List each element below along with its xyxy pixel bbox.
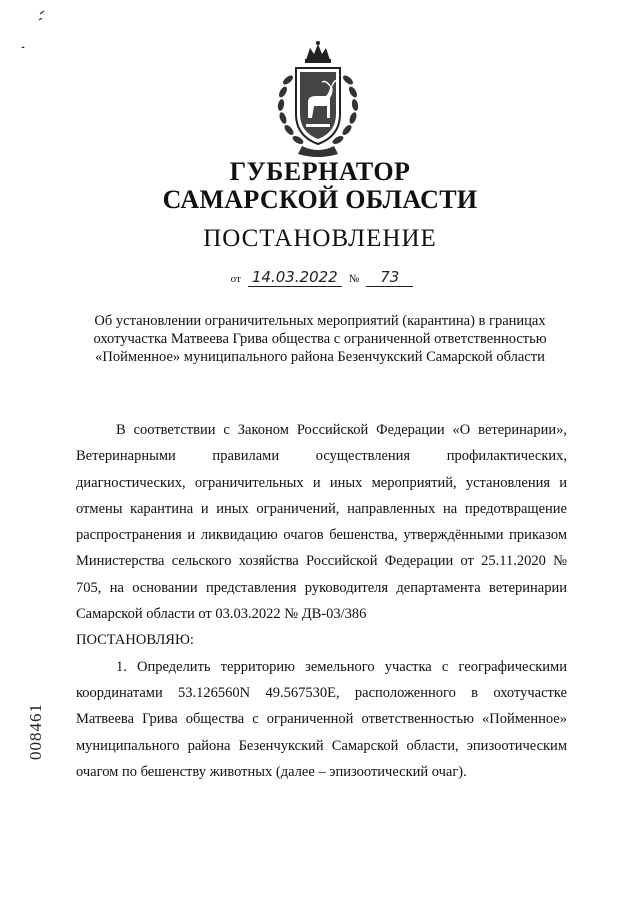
preamble-paragraph: В соответствии с Законом Российской Федерации «О ветеринарии», Ветеринарными правилами осуществления профилактических, диагностических, ограничительных и иных мероприятий, установления и отмены карантина и иных ограничений, направленных на предотвращение распространения и ликвидацию очагов бешенства, утверждёнными приказом Министерства сельского хозяйства Российской Федерации от 25.11.2020 № 705, на основании представления руководителя департамента ветеринарии Самарской области от 03.03.2022 № ДВ-03/386 — [76, 422, 567, 623]
date-label: от — [230, 273, 241, 285]
document-subject: Об установлении ограничительных мероприятий (карантина) в границах охотучастка Матвеева Грива общества с ограниченной ответственностью «Пойменное» муниципального района Безенчукский Самарской области — [93, 313, 547, 365]
serial-number: 008461 — [26, 703, 45, 760]
handwritten-date: 14.03.2022 — [248, 268, 342, 287]
stray-pen-marks — [14, 8, 54, 48]
number-label: № — [348, 273, 360, 285]
clause-1-paragraph: 1. Определить территорию земельного участка с географическими координатами 53.126560N 49.567530E, расположенного в охотучастке Матвеева Грива общества с ограниченной ответственностью «Пойменное» муниципального района Безенчукский Самарской области, эпизоотическим очагом по бешенству животных (далее – эпизоотический очаг). — [76, 658, 567, 780]
issuer-title: ГУБЕРНАТОР — [229, 157, 411, 186]
issuer-region: САМАРСКОЙ ОБЛАСТИ — [162, 185, 478, 214]
decree-word: ПОСТАНОВЛЯЮ: — [76, 632, 194, 649]
handwritten-number: 73 — [366, 268, 413, 287]
date-number-line — [0, 268, 640, 286]
document-type: ПОСТАНОВЛЕНИЕ — [203, 225, 437, 252]
coat-of-arms-icon — [272, 40, 364, 158]
document-body — [76, 417, 567, 785]
